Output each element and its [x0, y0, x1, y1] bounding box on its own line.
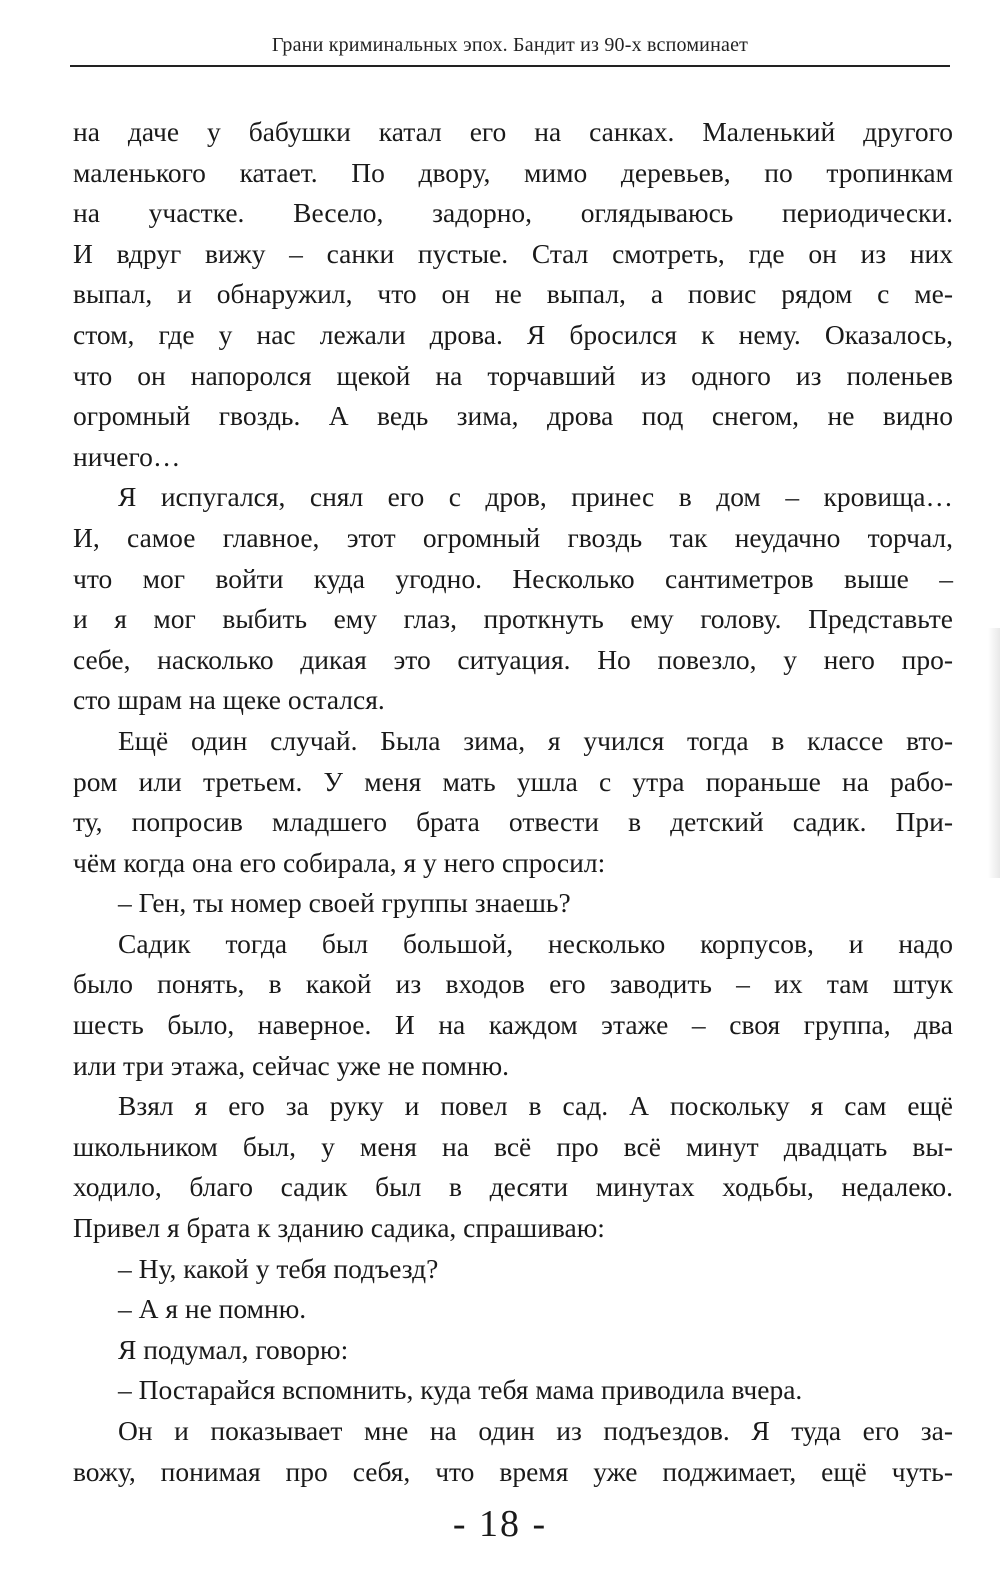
text-line: ходило, благо садик был в десяти минутах ходьбы, недалеко.: [73, 1171, 953, 1203]
text-line: Ещё один случай. Была зима, я учился тогда в классе вто-: [118, 724, 953, 756]
running-header: Грани криминальных эпох. Бандит из 90-х вспоминает: [271, 34, 749, 56]
text-line: чём когда она его собирала, я у него спросил:: [73, 846, 606, 878]
text-line: было понять, в какой из входов его заводить – их там штук: [73, 968, 953, 1000]
text-line: – Ну, какой у тебя подъезд?: [118, 1252, 439, 1284]
text-line: маленького катает. По двору, мимо деревьев, по тропинкам: [73, 156, 953, 188]
text-line: вожу, понимая про себя, что время уже поджимает, ещё чуть-: [73, 1455, 953, 1487]
header-rule: [70, 65, 950, 67]
text-line: ром или третьем. У меня мать ушла с утра пораньше на рабо-: [73, 765, 953, 797]
text-line: стом, где у нас лежали дрова. Я бросился к нему. Оказалось,: [73, 318, 953, 350]
text-line: И, самое главное, этот огромный гвоздь так неудачно торчал,: [73, 521, 953, 553]
text-line: И вдруг вижу – санки пустые. Стал смотреть, где он из них: [73, 237, 953, 269]
text-line: сто шрам на щеке остался.: [73, 684, 385, 716]
text-line: – Постарайся вспомнить, куда тебя мама приводила вчера.: [118, 1374, 803, 1406]
text-line: на даче у бабушки катал его на санках. Маленький другого: [73, 116, 953, 147]
text-line: Садик тогда был большой, несколько корпусов, и надо: [118, 927, 953, 959]
text-line: и я мог выбить ему глаз, проткнуть ему голову. Представьте: [73, 603, 953, 635]
text-line: ничего…: [73, 440, 181, 472]
text-line: Привел я брата к зданию садика, спрашиваю:: [73, 1212, 605, 1244]
text-line: огромный гвоздь. А ведь зима, дрова под снегом, не видно: [73, 400, 953, 432]
text-line: – Ген, ты номер своей группы знаешь?: [118, 887, 571, 919]
text-line: шесть было, наверное. И на каждом этаже – своя группа, два: [73, 1009, 953, 1041]
text-line: – А я не помню.: [118, 1293, 307, 1325]
text-line: выпал, и обнаружил, что он не выпал, а повис рядом с ме-: [73, 278, 953, 310]
text-line: ту, попросив младшего брата отвести в детский садик. При-: [73, 806, 953, 838]
text-line: Я испугался, снял его с дров, принес в дом – кровища…: [118, 481, 953, 513]
text-line: или три этажа, сейчас уже не помню.: [73, 1049, 510, 1081]
text-line: что мог войти куда угодно. Несколько сантиметров выше –: [73, 562, 953, 594]
text-line: Взял я его за руку и повел в сад. А поскольку я сам ещё: [118, 1090, 953, 1122]
text-line: Я подумал, говорю:: [118, 1333, 349, 1365]
page-edge-shadow: [988, 628, 1000, 878]
text-line: на участке. Весело, задорно, оглядываюсь периодически.: [73, 197, 953, 229]
page-number: - 18 -: [452, 1503, 548, 1545]
text-line: Он и показывает мне на один из подъездов. Я туда его за-: [118, 1415, 953, 1446]
text-line: что он напоролся щекой на торчавший из одного из поленьев: [73, 359, 953, 391]
text-line: себе, насколько дикая это ситуация. Но повезло, у него про-: [73, 643, 953, 675]
text-line: школьником был, у меня на всё про всё минут двадцать вы-: [73, 1130, 953, 1162]
body-text: [73, 112, 953, 1492]
